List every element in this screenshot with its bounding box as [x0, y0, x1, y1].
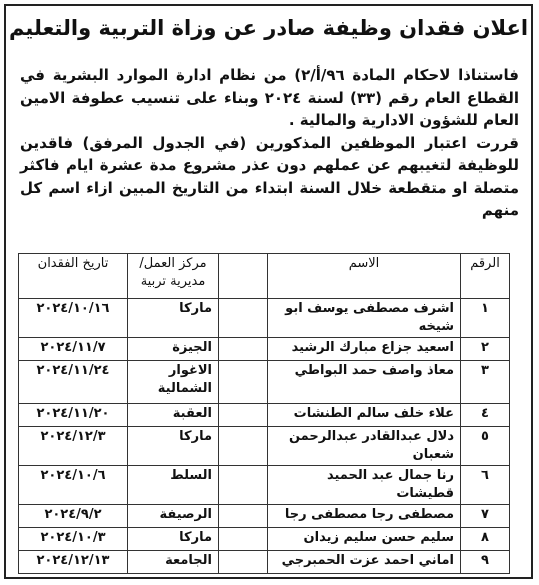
row-name: دلال عبدالقادر عبدالرحمن شعبان — [268, 427, 461, 466]
row-number: ٤ — [461, 404, 510, 427]
row-name: اسعيد جزاع مبارك الرشيد — [268, 338, 461, 361]
notice-body — [20, 64, 519, 222]
row-location: ماركا — [128, 427, 219, 466]
notice-paragraph-decision: قررت اعتبار الموظفين المذكورين (في الجدول المرفق) فاقدين للوظيفة لتغيبهم عن عملهم دون عذر مشروع مدة عشرة ايام فاكثر متصلة او متقطعة خلال السنة ابتداء من التاريخ المبين ازاء اسم كل منهم — [20, 133, 519, 219]
table-row — [19, 551, 510, 574]
notice-paragraph-legal-basis: فاستناذا لاحكام المادة ٩٦/أ/٢) من نظام ادارة الموارد البشرية في القطاع العام رقم (٣٣) لسنة ٢٠٢٤ وبناء على تنسيب عطوفة الامين العام للشؤون الادارية والمالية . — [20, 66, 520, 129]
table-row — [19, 528, 510, 551]
row-date: ٢٠٢٤/١٢/٣ — [19, 427, 128, 466]
row-number: ٥ — [461, 427, 510, 466]
row-name: اماني احمد عزت الحمبرجي — [268, 551, 461, 574]
row-location: ماركا — [128, 528, 219, 551]
row-name: مصطفى رجا مصطفى رجا — [268, 505, 461, 528]
row-number: ١ — [461, 299, 510, 338]
row-number: ٣ — [461, 361, 510, 404]
employees-table — [18, 253, 510, 574]
table-row — [19, 505, 510, 528]
table-header-row — [19, 254, 510, 299]
table-row — [19, 466, 510, 505]
header-location: مركز العمل/ مديرية تربية — [128, 254, 219, 299]
notice-title: اعلان فقدان وظيفة صادر عن وزاة التربية والتعليم — [8, 16, 529, 40]
row-location: العقبة — [128, 404, 219, 427]
row-number: ٢ — [461, 338, 510, 361]
row-date: ٢٠٢٤/١٠/٦ — [19, 466, 128, 505]
row-date: ٢٠٢٤/١١/٢٤ — [19, 361, 128, 404]
row-date: ٢٠٢٤/١٢/١٣ — [19, 551, 128, 574]
row-name: رنا جمال عبد الحميد قطيشات — [268, 466, 461, 505]
row-number: ٩ — [461, 551, 510, 574]
row-number: ٧ — [461, 505, 510, 528]
row-name: اشرف مصطفى يوسف ابو شيخه — [268, 299, 461, 338]
row-date: ٢٠٢٤/٩/٢ — [19, 505, 128, 528]
table-row — [19, 404, 510, 427]
row-name: علاء خلف سالم الطنشات — [268, 404, 461, 427]
table-row — [19, 427, 510, 466]
header-name: الاسم — [268, 254, 461, 299]
row-location: السلط — [128, 466, 219, 505]
row-date: ٢٠٢٤/١٠/١٦ — [19, 299, 128, 338]
row-date: ٢٠٢٤/١٠/٣ — [19, 528, 128, 551]
table-row — [19, 299, 510, 338]
row-name: سليم حسن سليم زيدان — [268, 528, 461, 551]
row-location: الاغوار الشمالية — [128, 361, 219, 404]
table-row — [19, 338, 510, 361]
row-name: معاذ واصف حمد البواطي — [268, 361, 461, 404]
header-number: الرقم — [461, 254, 510, 299]
row-location: الجيزة — [128, 338, 219, 361]
row-number: ٦ — [461, 466, 510, 505]
table-row — [19, 361, 510, 404]
row-location: الرصيفة — [128, 505, 219, 528]
row-location: ماركا — [128, 299, 219, 338]
header-date: تاريخ الفقدان — [19, 254, 128, 299]
row-location: الجامعة — [128, 551, 219, 574]
header-spacer — [219, 254, 268, 299]
row-date: ٢٠٢٤/١١/٢٠ — [19, 404, 128, 427]
row-date: ٢٠٢٤/١١/٧ — [19, 338, 128, 361]
row-number: ٨ — [461, 528, 510, 551]
